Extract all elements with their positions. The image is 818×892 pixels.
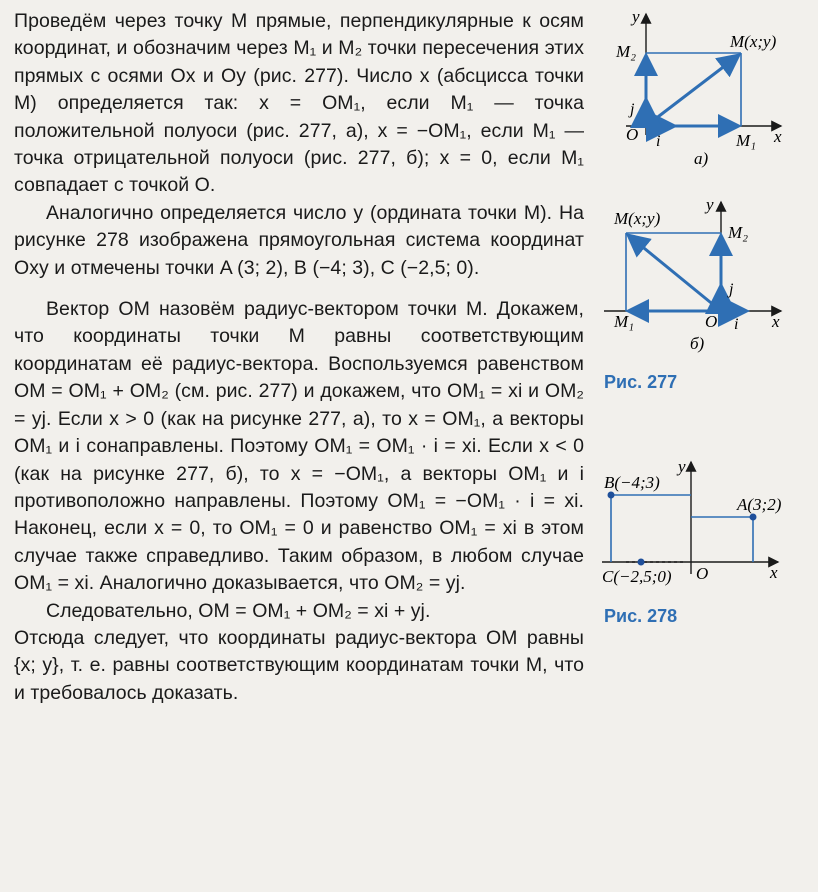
vector-om [646, 55, 739, 126]
label-a: A(3;2) [737, 495, 782, 514]
label-m2: M₂ [616, 42, 637, 61]
label-y: y [632, 7, 640, 26]
label-o: O [626, 125, 639, 144]
main-text-column [14, 8, 584, 707]
caption-fig277: Рис. 277 [604, 372, 678, 392]
label-x: x [772, 312, 780, 331]
vector-om [628, 235, 721, 311]
point-b [608, 492, 615, 499]
figure-column [596, 0, 818, 892]
label-o: O [705, 312, 718, 331]
label-m: M(x;y) [730, 32, 777, 51]
guide-a [691, 517, 753, 562]
guide-b [611, 495, 691, 562]
point-c [638, 559, 645, 566]
caption-fig278: Рис. 278 [604, 606, 678, 626]
figure-277b [596, 196, 818, 356]
paragraph-4: Следовательно, OM = OM₁ + OM₂ = xi + yj. [46, 599, 431, 622]
paragraph-2: Аналогично определяется число y (ордината точки M). На рисунке 278 изображена прямоугольная система координат Oxy и отмечены точки A (3; 2), B (−4; 3), C (−2,5; 0). [14, 201, 584, 279]
label-m1: M₁ [736, 131, 757, 150]
label-i: i [734, 316, 739, 333]
paragraph-3: Вектор OM назовём радиус-вектором точки M. Докажем, что координаты точки M равны соответствующим координатам её радиус-вектора. Воспользуемся равенством OM = OM₁ + OM₂ (см. рис. 277) и докажем, что OM₁ = xi и OM₂ = yj. Если x > 0 (как на рисунке 277, а), то x = OM₁, а векторы OM₁ и i сонаправлены. Поэтому OM₁ = OM₁ · i = xi. Если x < 0 (как на рисунке 277, б), то x = −OM₁, а векторы OM₁ и i противоположно направлены. Поэтому OM₁ = −OM₁ · i = xi. Наконец, если x = 0, то OM₁ = 0 и равенство OM₁ = xi в этом случае также справедливо. Таким образом, в любом случае OM₁ = xi. Аналогично доказывается, что OM₂ = yj. [14, 298, 584, 595]
panel-label-b: б) [690, 334, 705, 353]
label-m1: M₁ [614, 312, 635, 331]
panel-label-a: а) [694, 149, 709, 168]
point-a [750, 514, 757, 521]
label-y: y [706, 196, 714, 214]
label-i: i [656, 133, 661, 150]
label-x: x [774, 127, 782, 146]
figure-278 [596, 452, 818, 602]
label-m: M(x;y) [614, 209, 661, 228]
label-j: j [630, 101, 635, 118]
paragraph-5: Отсюда следует, что координаты радиус-вектора OM равны {x; y}, т. е. равны соответствующим координатам точки M, что и требовалось доказать. [14, 626, 584, 704]
paragraph-1: Проведём через точку M прямые, перпендикулярные к осям координат, и обозначим через M₁ и M₂ точки пересечения этих прямых с осями Ox и Oy (рис. 277). Число x (абсцисса точки M) определяется так: x = OM₁, если M₁ — точка положительной полуоси (рис. 277, а), x = −OM₁, если M₁ — точка отрицательной полуоси (рис. 277, б); x = 0, если M₁ совпадает с точкой O. [14, 10, 584, 197]
figure-277a [596, 0, 818, 200]
label-j: j [729, 281, 734, 298]
label-m2: M₂ [728, 223, 749, 242]
label-b: B(−4;3) [604, 473, 660, 492]
label-c: C(−2,5;0) [602, 567, 672, 586]
label-x: x [770, 563, 778, 582]
label-o: O [696, 564, 709, 583]
label-y: y [678, 457, 686, 476]
